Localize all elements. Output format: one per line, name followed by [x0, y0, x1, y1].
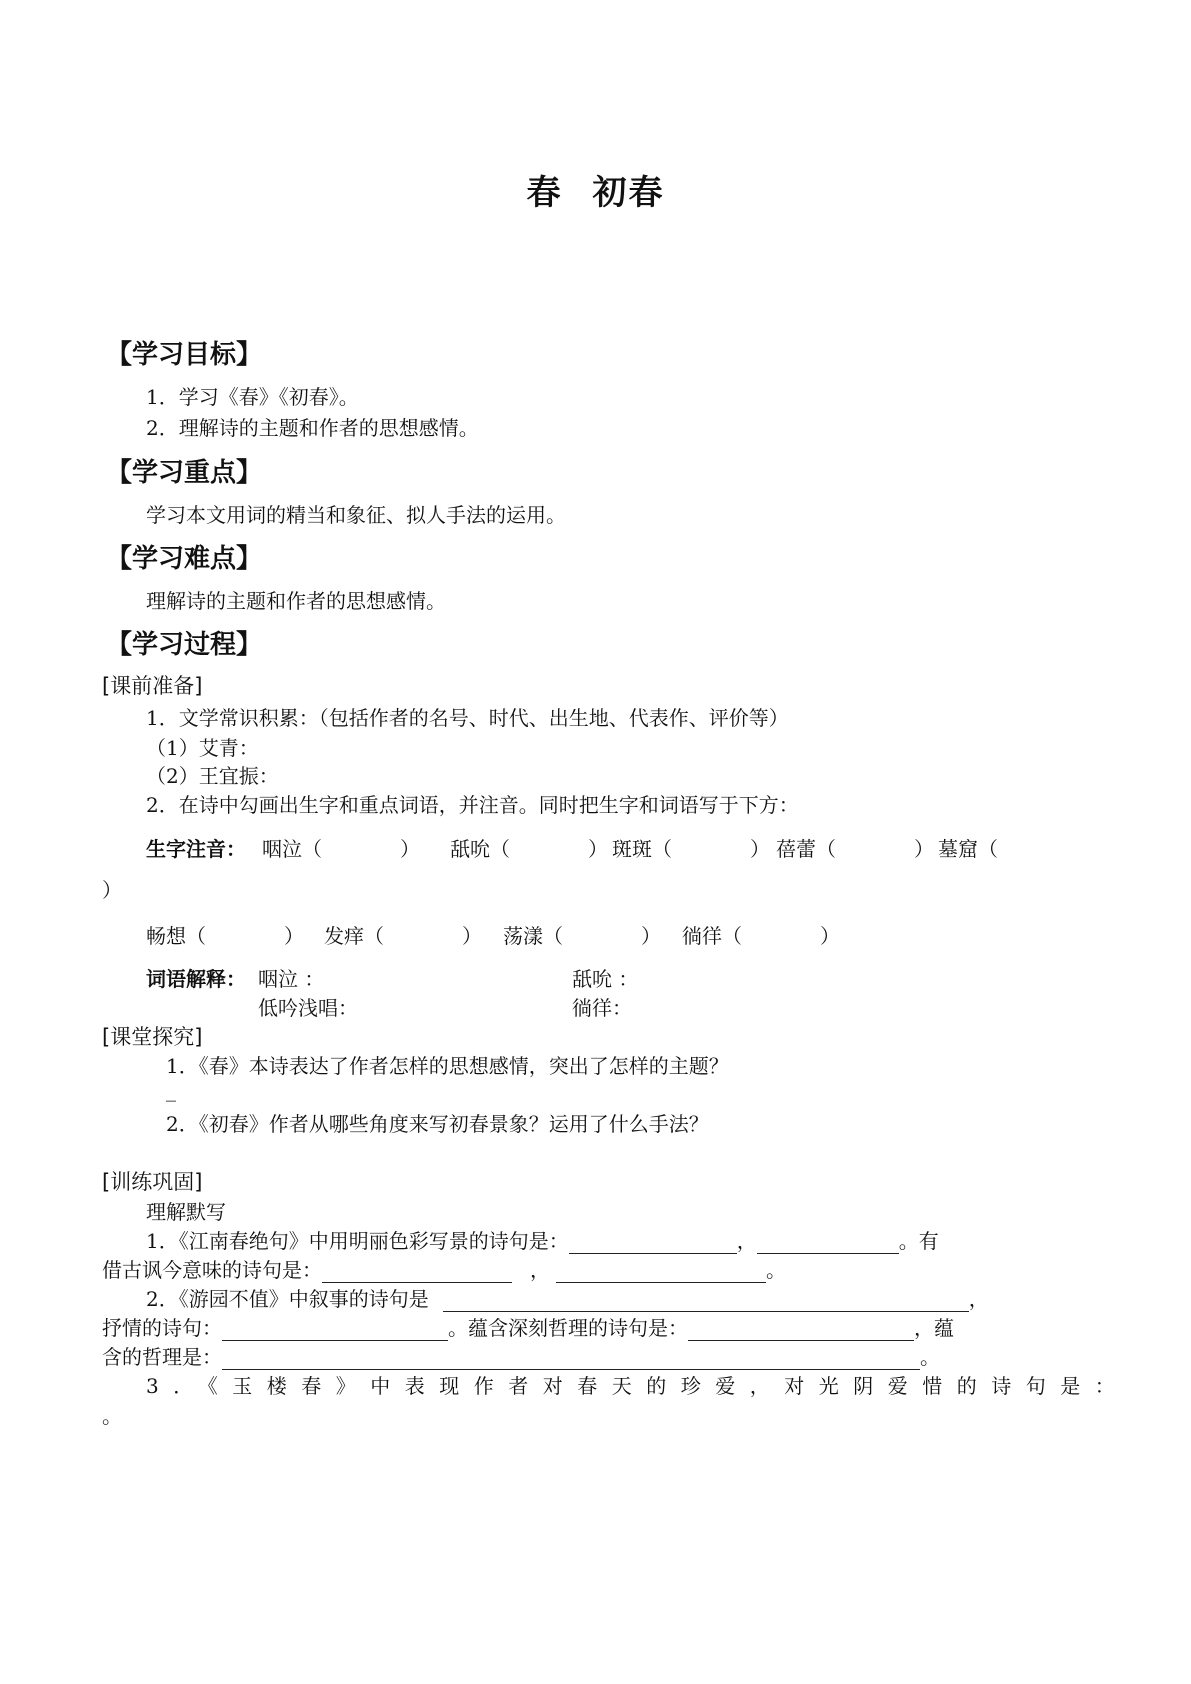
- pinyin-blank[interactable]: （ ）: [490, 837, 608, 861]
- practice-question-3-end: 。: [102, 1404, 122, 1428]
- pinyin-blank[interactable]: （ ）: [186, 924, 304, 948]
- key-points-text: 学习本文用词的精当和象征、拟人手法的运用。: [146, 503, 566, 527]
- answer-blank[interactable]: [222, 1349, 920, 1370]
- practice-heading: [训练巩固]: [102, 1170, 203, 1194]
- pinyin-blank[interactable]: （ ）: [543, 924, 661, 948]
- word: 斑斑: [612, 837, 652, 861]
- pinyin-entry: [324, 920, 482, 949]
- difficulties-heading: 【学习难点】: [106, 544, 263, 574]
- word: 徜徉: [682, 924, 722, 948]
- question-text: 。蕴含深刻哲理的诗句是：: [448, 1316, 688, 1340]
- prep-heading: [课前准备]: [102, 674, 203, 698]
- pinyin-entry: [262, 833, 420, 862]
- difficulties-text: 理解诗的主题和作者的思想感情。: [146, 589, 446, 613]
- prep-sub-2: （2）王宜振：: [146, 764, 279, 788]
- explore-question-1: 1．《春》本诗表达了作者怎样的思想感情，突出了怎样的主题？: [166, 1054, 729, 1078]
- question-text: 。有: [898, 1229, 939, 1253]
- answer-blank[interactable]: [222, 1320, 448, 1341]
- answer-blank[interactable]: [569, 1233, 737, 1254]
- pinyin-entry: [146, 920, 304, 949]
- goals-heading: 【学习目标】: [106, 340, 263, 370]
- punctuation: ，: [530, 1258, 550, 1282]
- punctuation: ，: [736, 1229, 757, 1253]
- question-text: 1．《江南春绝句》中用明丽色彩写景的诗句是：: [146, 1229, 569, 1253]
- pinyin-entry: [450, 833, 608, 862]
- goal-item-1: 1．学习《春》《初春》。: [146, 385, 359, 409]
- vocab-label: 词语解释：: [146, 967, 246, 991]
- pinyin-entry: [776, 833, 934, 862]
- pinyin-blank[interactable]: （ ）: [302, 837, 420, 861]
- practice-question-2-line-1: [146, 1283, 989, 1312]
- question-text: 抒情的诗句：: [102, 1316, 222, 1340]
- pinyin-entry: [612, 833, 770, 862]
- word: 发痒: [324, 924, 364, 948]
- answer-blank[interactable]: [688, 1320, 914, 1341]
- prep-item-2: 2．在诗中勾画出生字和重点词语，并注音。同时把生字和词语写于下方：: [146, 793, 799, 817]
- explore-question-2: 2．《初春》作者从哪些角度来写初春景象？运用了什么手法？: [166, 1112, 709, 1136]
- question-text: 2．《游园不值》中叙事的诗句是: [146, 1287, 429, 1311]
- title-part-1: 春: [526, 173, 563, 213]
- question-text: 借古讽今意味的诗句是：: [102, 1258, 322, 1282]
- word: 舐吮: [450, 837, 490, 861]
- word: 畅想: [146, 924, 186, 948]
- practice-question-3: 3．《玉楼春》中表现作者对春天的珍爱，对光阴爱惜的诗句是：: [146, 1374, 1130, 1398]
- pinyin-blank[interactable]: （ ）: [722, 924, 840, 948]
- vocab-item: 咽泣 ：: [258, 967, 325, 991]
- page-title: [0, 165, 1191, 214]
- key-points-heading: 【学习重点】: [106, 458, 263, 488]
- goal-item-2: 2．理解诗的主题和作者的思想感情。: [146, 416, 479, 440]
- pinyin-blank[interactable]: （ ）: [652, 837, 770, 861]
- vocab-item: 徜徉：: [572, 996, 632, 1020]
- pinyin-blank[interactable]: （ ）: [816, 837, 934, 861]
- pinyin-entry: [503, 920, 661, 949]
- vocab-item: 舐吮 ：: [572, 967, 639, 991]
- pinyin-entry: 墓窟（: [938, 837, 998, 861]
- answer-blank[interactable]: [757, 1233, 899, 1254]
- pinyin-blank[interactable]: （ ）: [364, 924, 482, 948]
- title-part-2: 初春: [592, 173, 665, 213]
- answer-blank[interactable]: [322, 1262, 512, 1283]
- practice-question-2-line-3: [102, 1341, 940, 1370]
- question-text: 含的哲理是：: [102, 1345, 222, 1369]
- word: 墓窟: [938, 837, 978, 861]
- prep-item-1: 1．文学常识积累：（包括作者的名号、时代、出生地、代表作、评价等）: [146, 706, 789, 730]
- pinyin-label: 生字注音：: [146, 837, 246, 861]
- punctuation: 。: [766, 1258, 786, 1282]
- prep-sub-1: （1）艾青：: [146, 736, 259, 760]
- explore-dash: _: [166, 1078, 176, 1102]
- vocab-item: 低吟浅唱：: [258, 996, 358, 1020]
- pinyin-wrap-close: ）: [102, 878, 122, 902]
- answer-blank[interactable]: [556, 1262, 766, 1283]
- practice-subheading: 理解默写: [146, 1200, 226, 1224]
- word: 咽泣: [262, 837, 302, 861]
- process-heading: 【学习过程】: [106, 630, 263, 660]
- punctuation: ，: [968, 1287, 989, 1311]
- practice-question-2-line-2: [102, 1312, 954, 1341]
- word: 蓓蕾: [776, 837, 816, 861]
- punctuation: 。: [920, 1345, 940, 1369]
- practice-question-1-line-2: [102, 1254, 786, 1283]
- word: 荡漾: [503, 924, 543, 948]
- practice-question-1-line-1: [146, 1225, 939, 1254]
- pinyin-entry: [682, 920, 840, 949]
- answer-blank[interactable]: [443, 1291, 969, 1312]
- question-text: ，蕴: [914, 1316, 954, 1340]
- explore-heading: [课堂探究]: [102, 1025, 203, 1049]
